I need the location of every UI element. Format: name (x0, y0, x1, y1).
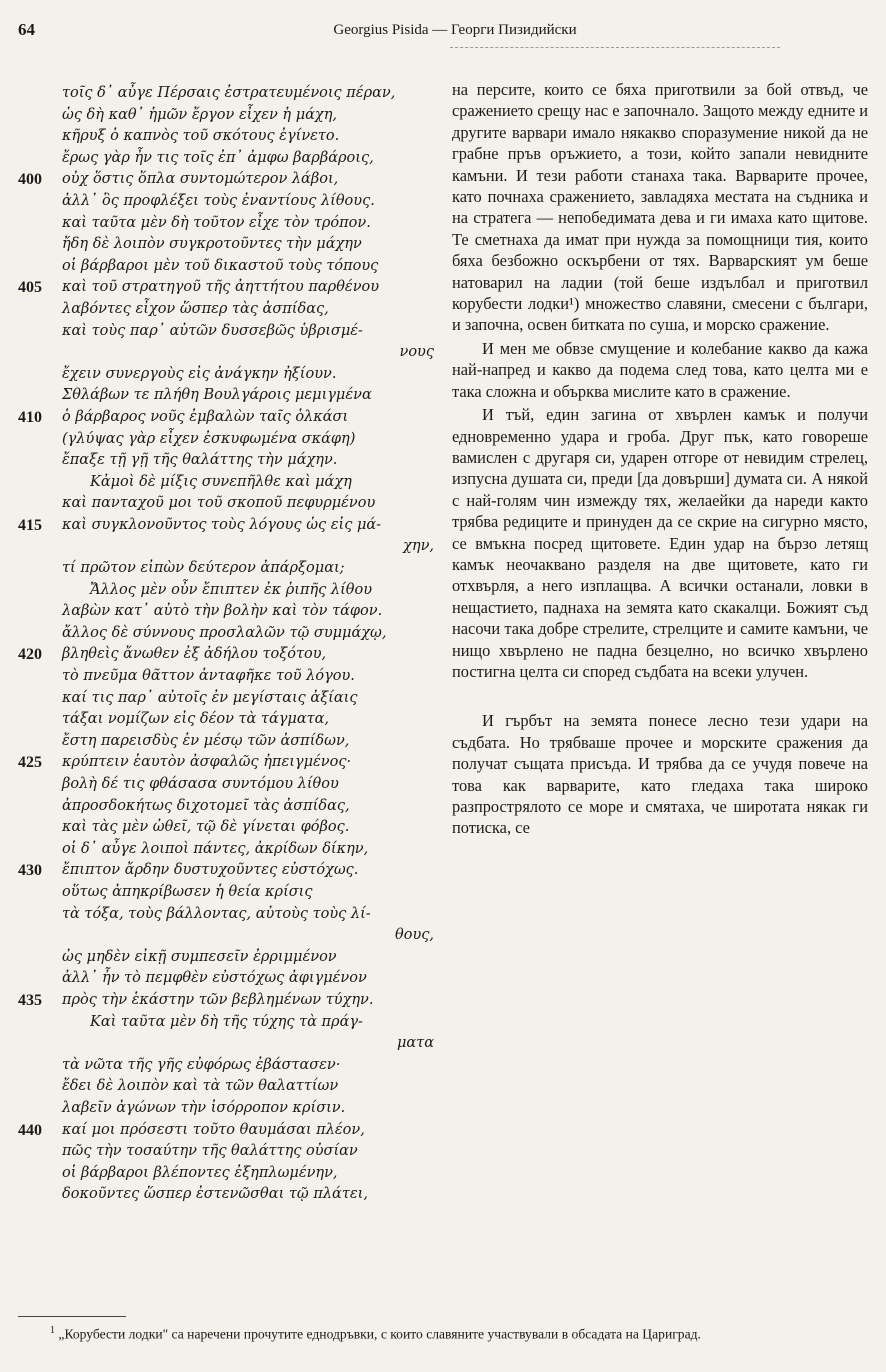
greek-verse-line (18, 1098, 438, 1120)
verse-number: 415 (18, 516, 42, 534)
greek-verse-line (18, 385, 438, 407)
greek-verse-line (18, 1184, 438, 1206)
verse-text: ἔχειν συνεργοὺς εἰς ἀνάγκην ἠξίουν. (62, 365, 337, 382)
greek-verse-line (18, 1141, 438, 1163)
page-number: 64 (18, 20, 35, 39)
verse-text: καὶ συγκλονοῦντος τοὺς λόγους ὡς εἰς μά- (62, 516, 382, 533)
greek-verse-line (18, 947, 438, 969)
verse-text: Ἄλλος μὲν οὖν ἔπιπτεν ἐκ ῥιπῆς λίθου (90, 581, 373, 598)
greek-verse-line (18, 1120, 438, 1142)
greek-verse-line (18, 1076, 438, 1098)
greek-verse-line (18, 256, 438, 278)
verse-number: 405 (18, 279, 42, 297)
verse-text: ἄλλος δὲ σύννους προσλαλῶν τῷ συμμάχῳ, (62, 624, 387, 641)
greek-verse-line (18, 752, 438, 774)
greek-verse-line (18, 860, 438, 882)
greek-verse-line (18, 1163, 438, 1185)
greek-verse-line (18, 990, 438, 1012)
verse-text: καὶ τὰς μὲν ὠθεῖ, τῷ δὲ γίνεται φόβος. (62, 819, 350, 836)
verse-text: πρὸς τὴν ἑκάστην τῶν βεβλημένων τύχην. (62, 991, 374, 1008)
greek-verse-line (18, 450, 438, 472)
verse-text: (γλύψας γὰρ εἶχεν ἐσκυφωμένα σκάφη) (62, 430, 356, 447)
verse-text: ἔπιπτον ἄρδην δυστυχοῦντες εὐστόχως. (62, 862, 359, 879)
greek-verse-line (18, 277, 438, 299)
verse-text: οὕτως ἀπηκρίβωσεν ἡ θεία κρίσις (62, 883, 313, 900)
verse-text: ματα (396, 1035, 434, 1052)
verse-text: τὸ πνεῦμα θᾶττον ἀνταφῆκε τοῦ λόγου. (62, 668, 355, 685)
verse-text: λαβὼν κατ᾽ αὐτὸ τὴν βολὴν καὶ τὸν τάφον. (62, 603, 383, 620)
verse-text: καὶ πανταχοῦ μοι τοῦ σκοποῦ πεφυρμένου (62, 495, 376, 512)
footnote-text: „Корубести лодки" са наречени прочутите еднодръвки, с които славяните участвували в обсадата на Цариград. (58, 1326, 701, 1342)
verse-text: κῆρυξ ὁ καπνὸς τοῦ σκότους ἐγίνετο. (62, 128, 340, 145)
verse-number: 420 (18, 646, 42, 664)
verse-text: καὶ τοὺς παρ᾽ αὐτῶν δυσσεβῶς ὑβρισμέ- (62, 322, 363, 339)
verse-text: ἔδει δὲ λοιπὸν καὶ τὰ τῶν θαλαττίων (62, 1078, 339, 1095)
greek-verse-line (18, 364, 438, 386)
verse-text: καί μοι πρόσεστι τοῦτο θαυμάσαι πλέον, (62, 1121, 365, 1138)
footnote (18, 1322, 868, 1344)
greek-verse-line (18, 882, 438, 904)
greek-verse-line (18, 83, 438, 105)
verse-text: ἔπαξε τῇ γῇ τῆς θαλάττης τὴν μάχην. (62, 452, 338, 469)
verse-number: 410 (18, 408, 42, 426)
verse-text: ἔστη παρεισδὺς ἐν μέσῳ τῶν ἀσπίδων, (62, 732, 350, 749)
greek-verse-line (18, 1012, 438, 1034)
greek-verse-line (18, 558, 438, 580)
greek-verse-line (18, 472, 438, 494)
verse-text: τί πρῶτον εἰπὼν δεύτερον ἀπάρξομαι; (62, 560, 345, 577)
verse-text: λαβεῖν ἀγώνων τὴν ἰσόρροπον κρίσιν. (62, 1099, 346, 1116)
verse-text: καὶ ταῦτα μὲν δὴ τοῦτον εἶχε τὸν τρόπον. (62, 214, 371, 231)
verse-text: ἔρως γὰρ ἦν τις τοῖς ἐπ᾽ ἀμφω βαρβάροις, (62, 149, 374, 166)
verse-text: οἱ βάρβαροι μὲν τοῦ δικαστοῦ τοὺς τόπους (62, 257, 379, 274)
greek-verse-line (18, 580, 438, 602)
verse-text: κρύπτειν ἑαυτὸν ἀσφαλῶς ἠπειγμένος· (62, 754, 352, 771)
greek-verse-line (18, 169, 438, 191)
verse-text: νους (399, 344, 434, 361)
verse-text: Καὶ ταῦτα μὲν δὴ τῆς τύχης τὰ πράγ- (90, 1013, 363, 1030)
verse-text: λαβόντες εἶχον ὥσπερ τὰς ἀσπίδας, (62, 300, 329, 317)
greek-verse-line (18, 796, 438, 818)
greek-verse-line (18, 234, 438, 256)
verse-text: ἤδη δὲ λοιπὸν συγκροτοῦντες τὴν μάχην (62, 236, 362, 253)
greek-verse-line (18, 342, 438, 364)
greek-verse-line (18, 709, 438, 731)
greek-verse-line (18, 1033, 438, 1055)
translation-paragraph: И мен ме обвзе смущение и колебание какво да кажа най-напред и какво да подема след това, като целта ми е така сложна и обърква мислите като в сражение. (452, 338, 868, 401)
greek-verse-line (18, 493, 438, 515)
greek-verse-line (18, 644, 438, 666)
verse-text: τὰ τόξα, τοὺς βάλλοντας, αὐτοὺς τοὺς λί- (62, 905, 371, 922)
verse-number: 440 (18, 1121, 42, 1139)
greek-verse-line (18, 817, 438, 839)
footnote-rule (18, 1316, 126, 1317)
verse-text: οὐχ ὅστις ὅπλα συντομώτερον λάβοι, (62, 171, 339, 188)
greek-verse-line (18, 407, 438, 429)
verse-text: καί τις παρ᾽ αὐτοῖς ἐν μεγίσταις ἀξίαις (62, 689, 358, 706)
greek-verse-line (18, 105, 438, 127)
greek-verse-line (18, 666, 438, 688)
verse-text: Κἀμοὶ δὲ μίξις συνεπῆλθε καὶ μάχη (90, 473, 352, 490)
verse-text: ἀπροσδοκήτως διχοτομεῖ τὰς ἀσπίδας, (62, 797, 350, 814)
verse-text: τὰ νῶτα τῆς γῆς εὐφόρως ἐβάστασεν· (62, 1056, 341, 1073)
translation-paragraph: И гърбът на земята понесе лесно тези удари на съдбата. Но трябваше прочее и морските сражения да получат същата присъда. И трябва да се учудя повече на това как варварите, като гледаха така широко разпрострялото се море и смятаха, че широтата някак ги потиска, се (452, 711, 868, 838)
verse-text: οἱ δ᾽ αὖγε λοιποὶ πάντες, ἀκρίδων δίκην, (62, 840, 369, 857)
greek-verse-line (18, 731, 438, 753)
greek-verse-line (18, 839, 438, 861)
verse-text: ἀλλ᾽ ὃς προφλέξει τοὺς ἐναντίους λίθους. (62, 192, 375, 209)
greek-verse-line (18, 321, 438, 343)
running-head: Georgius Pisida — Георги Пизидийски (333, 22, 577, 38)
verse-number: 425 (18, 754, 42, 772)
verse-text: τοῖς δ᾽ αὖγε Πέρσαις ἐστρατευμένοις πέραν, (62, 85, 396, 101)
header-rule (450, 47, 780, 48)
verse-text: δοκοῦντες ὥσπερ ἐστενῶσθαι τῷ πλάτει, (62, 1186, 368, 1203)
greek-verse-line (18, 299, 438, 321)
verse-text: ὁ βάρβαρος νοῦς ἐμβαλὼν ταῖς ὁλκάσι (62, 408, 349, 425)
greek-verse-line (18, 925, 438, 947)
verse-text: Σθλάβων τε πλήθη Βουλγάροις μεμιγμένα (62, 387, 372, 404)
bulgarian-translation-column (452, 79, 868, 839)
translation-paragraph: на персите, които се бяха приготвили за бой отвъд, че сражението срещу нас е започнало. Защото между едните и другите варвари имало някакво споразумение никой да не грабне пръв оръжието, а този, който запали невидните камъни. И тези работи станаха така. Варварите прочее, като почнаха сражението, завладяха местата на съдника и на стратега — непобедимата дева и ги имаха като щитове. Те сметнаха да имат при нужда за помощници тия, които бяха безбожно оскърбени от тях. Варварският ум беше натоварил на ладии (той беше издълбал и приготвил корубести лодки¹) множество славяни, смесени с българи, и започна, освен битката по суша, и морско сражение. (452, 80, 868, 335)
verse-number: 430 (18, 862, 42, 880)
verse-text: ὡς μηδὲν εἰκῇ συμπεσεῖν ἐρριμμένον (62, 948, 337, 965)
greek-verse-line (18, 536, 438, 558)
verse-text: καὶ τοῦ στρατηγοῦ τῆς ἀηττήτου παρθένου (62, 279, 380, 296)
greek-verse-line (18, 968, 438, 990)
verse-text: βολὴ δέ τις φθάσασα συντόμου λίθου (62, 776, 339, 792)
greek-verse-line (18, 515, 438, 537)
greek-verse-line (18, 126, 438, 148)
greek-verse-line (18, 429, 438, 451)
verse-text: χην, (403, 538, 434, 555)
translation-paragraph: И тъй, един загина от хвърлен камък и получи едновременно удара и гроба. Друг пък, като говореше вамислен с другаря си, ударен отгоре от невидим стрелец, изпусна душата си, преди [да довърши] думата си. А някой с най-голям чин измежду тях, желаейки да нареди както трябва редиците и принуден да се скрие на сигурно място, се вмъкна посред щитовете. Един удар на бързо летящ камък неочаквано разделя на две щитовете, като ги отхвърля, а него изплащва. А всички останали, ловки в нещастието, паднаха на земята като скакалци. Божият съд насочи така добре стрелите, стрелците и самите камъни, че нищо хвърлено не падна безцелно, но всичко хвърлено постигна целта си според съдбата на всеки улучен. (452, 405, 868, 681)
greek-verse-line (18, 1055, 438, 1077)
verse-text: πῶς τὴν τοσαύτην τῆς θαλάττης οὐσίαν (62, 1143, 358, 1160)
greek-verse-line (18, 213, 438, 235)
greek-verse-line (18, 623, 438, 645)
verse-text: ἀλλ᾽ ἦν τὸ πεμφθὲν εὐστόχως ἀφιγμένον (62, 970, 367, 987)
verse-text: θους, (394, 927, 434, 944)
greek-verse-line (18, 688, 438, 710)
verse-text: τάξαι νομίζων εἰς δέον τὰ τάγματα, (62, 711, 330, 728)
greek-verse-line (18, 904, 438, 926)
verse-text: ὡς δὴ καθ᾽ ἡμῶν ἔργον εἶχεν ἡ μάχη, (62, 106, 338, 123)
footnote-mark: 1 (50, 1325, 55, 1336)
verse-number: 400 (18, 171, 42, 189)
greek-verse-line (18, 148, 438, 170)
greek-verse-line (18, 774, 438, 796)
verse-number: 435 (18, 991, 42, 1009)
verse-text: βληθεὶς ἄνωθεν ἐξ ἀδήλου τοξότου, (62, 646, 327, 663)
greek-verse-line (18, 601, 438, 623)
greek-verse-line (18, 191, 438, 213)
greek-text-column (18, 83, 438, 1206)
verse-text: οἱ βάρβαροι βλέποντες ἐξηπλωμένην, (62, 1164, 338, 1181)
